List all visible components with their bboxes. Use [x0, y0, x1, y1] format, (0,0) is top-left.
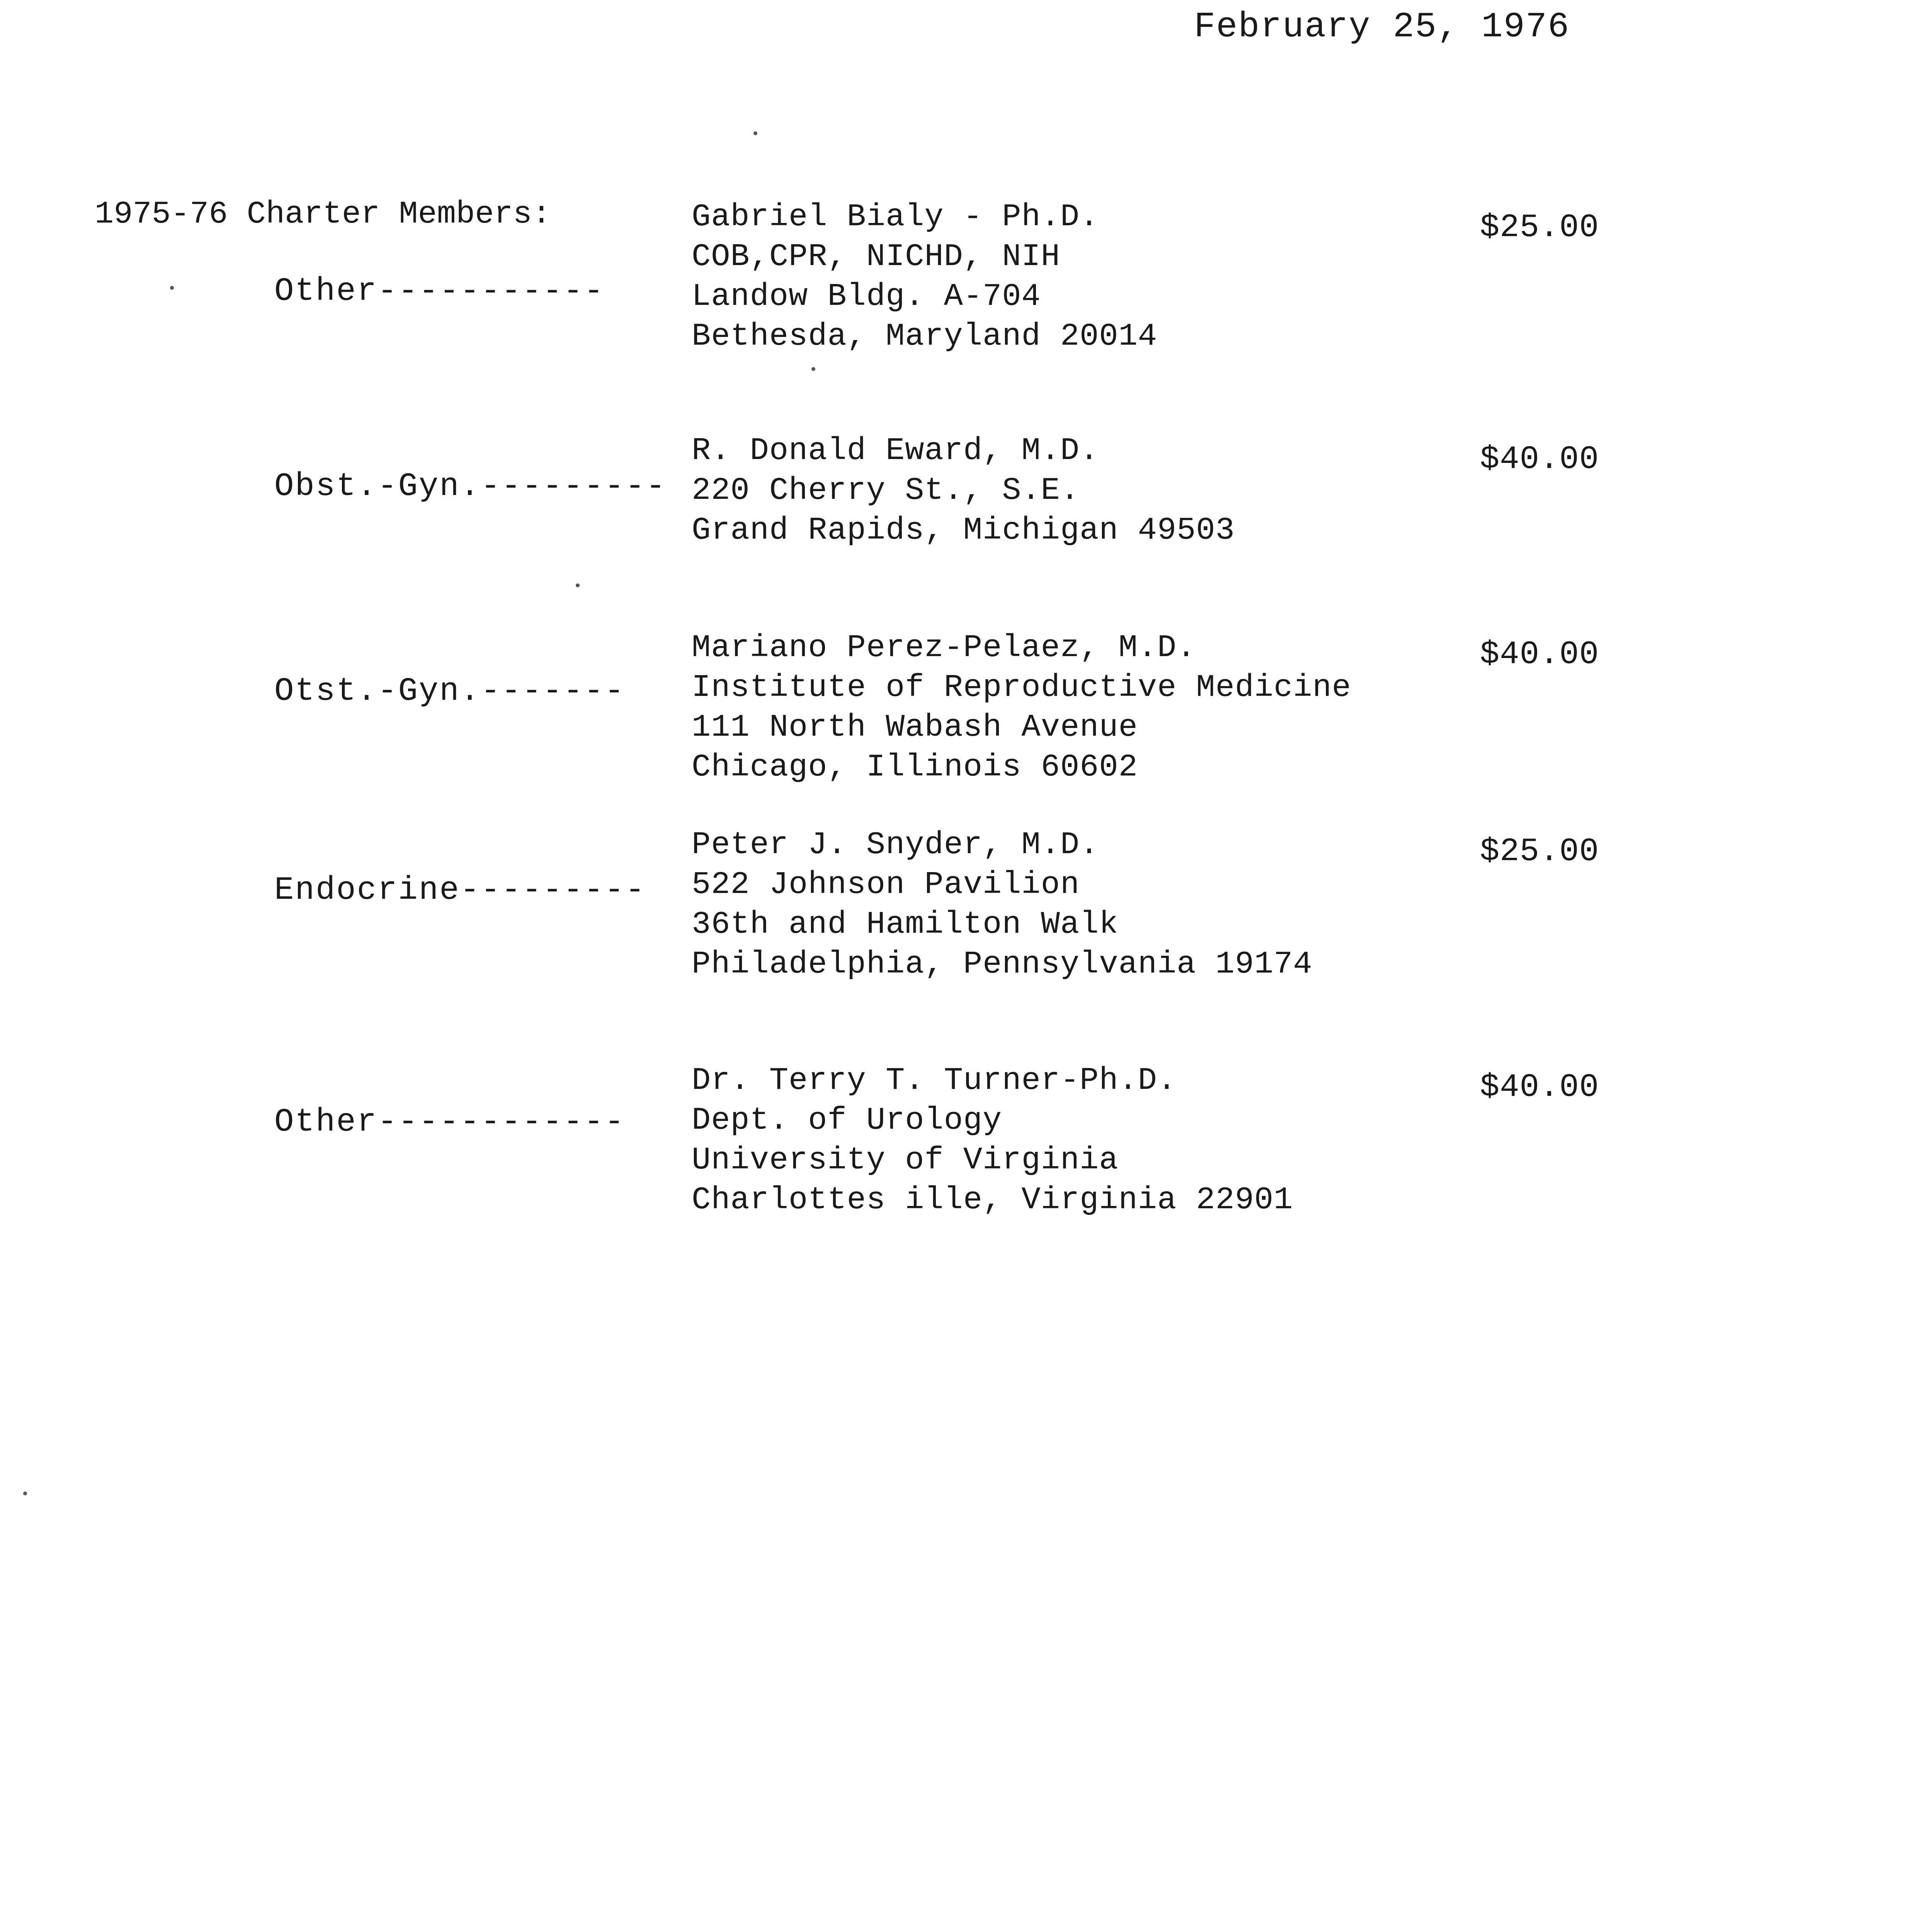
section-heading: 1975-76 Charter Members:: [95, 196, 551, 232]
member-address: [692, 628, 1351, 787]
member-address: [692, 1061, 1293, 1220]
address-line: University of Virginia: [692, 1142, 1119, 1178]
scan-speck: [170, 286, 174, 290]
address-line: Gabriel Bialy - Ph.D.: [692, 199, 1099, 235]
address-line: Dr. Terry T. Turner-Ph.D.: [692, 1063, 1177, 1099]
address-line: 220 Cherry St., S.E.: [692, 473, 1080, 509]
address-line: Mariano Perez-Pelaez, M.D.: [692, 630, 1196, 666]
member-category: Otst.-Gyn.-------: [274, 673, 625, 710]
address-line: Chicago, Illinois 60602: [692, 749, 1138, 785]
scan-speck: [23, 1492, 27, 1495]
member-category: Other-----------: [274, 273, 605, 310]
member-category: Endocrine---------: [274, 872, 646, 909]
address-line: Philadelphia, Pennsylvania 19174: [692, 946, 1313, 982]
address-line: Dept. of Urology: [692, 1102, 1002, 1138]
member-dues-amount: $40.00: [1480, 1069, 1599, 1106]
document-date: February 25, 1976: [1194, 7, 1570, 47]
address-line: Charlottes ille, Virginia 22901: [692, 1182, 1293, 1218]
address-line: Peter J. Snyder, M.D.: [692, 827, 1099, 863]
member-category: Other------------: [274, 1104, 625, 1141]
scan-speck: [753, 131, 757, 135]
address-line: Institute of Reproductive Medicine: [692, 670, 1352, 706]
member-address: [692, 197, 1157, 356]
member-dues-amount: $40.00: [1480, 636, 1599, 673]
member-category: Obst.-Gyn.---------: [274, 468, 667, 505]
member-address: [692, 431, 1235, 550]
member-dues-amount: $25.00: [1480, 833, 1599, 870]
address-line: 111 North Wabash Avenue: [692, 709, 1138, 745]
address-line: 36th and Hamilton Walk: [692, 906, 1119, 942]
address-line: COB,CPR, NICHD, NIH: [692, 239, 1060, 275]
address-line: 522 Johnson Pavilion: [692, 867, 1080, 903]
scan-speck: [576, 583, 580, 587]
scan-speck: [811, 367, 815, 371]
member-dues-amount: $40.00: [1480, 441, 1599, 478]
address-line: R. Donald Eward, M.D.: [692, 433, 1099, 469]
member-address: [692, 825, 1313, 984]
address-line: Landow Bldg. A-704: [692, 279, 1041, 315]
member-dues-amount: $25.00: [1480, 209, 1599, 246]
address-line: Grand Rapids, Michigan 49503: [692, 512, 1235, 548]
address-line: Bethesda, Maryland 20014: [692, 318, 1157, 354]
